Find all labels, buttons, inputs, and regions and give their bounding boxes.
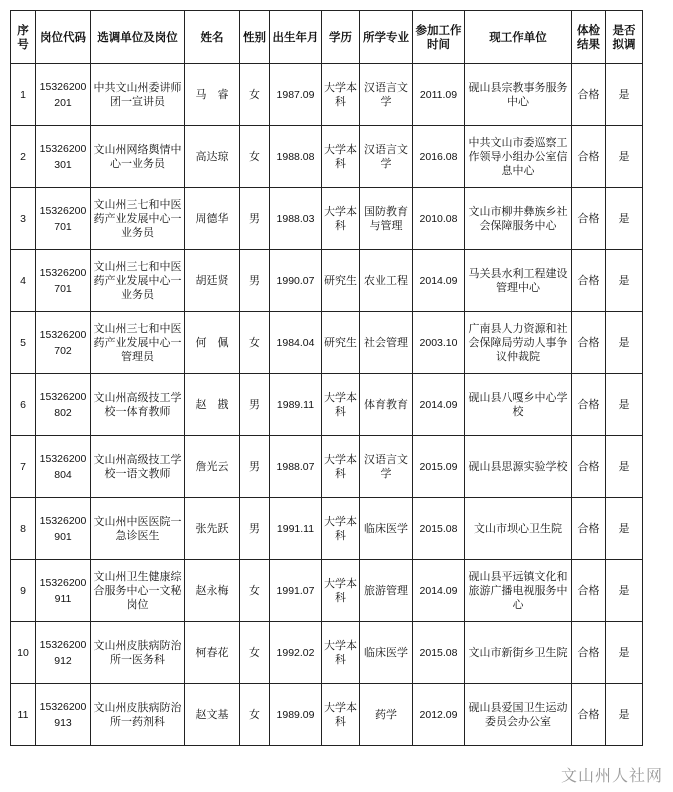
cell-exam-result: 合格: [572, 250, 606, 312]
cell-name: 高达琼: [185, 126, 240, 188]
cell-exam-result: 合格: [572, 498, 606, 560]
cell-exam-result: 合格: [572, 622, 606, 684]
cell-gender: 男: [240, 436, 270, 498]
cell-gender: 女: [240, 560, 270, 622]
header-birth: 出生年月: [270, 11, 322, 64]
cell-exam-result: 合格: [572, 684, 606, 746]
cell-major: 临床医学: [360, 622, 413, 684]
cell-education: 研究生: [322, 312, 360, 374]
cell-name: 张先跃: [185, 498, 240, 560]
cell-birth: 1987.09: [270, 64, 322, 126]
cell-current-unit: 砚山县爱国卫生运动委员会办公室: [465, 684, 572, 746]
header-unit-post: 选调单位及岗位: [91, 11, 185, 64]
cell-to-transfer: 是: [606, 374, 643, 436]
cell-seq: 5: [11, 312, 36, 374]
table-row: [11, 250, 643, 312]
cell-major: 农业工程: [360, 250, 413, 312]
cell-education: 大学本科: [322, 436, 360, 498]
cell-exam-result: 合格: [572, 374, 606, 436]
cell-birth: 1991.11: [270, 498, 322, 560]
header-post-code: 岗位代码: [36, 11, 91, 64]
cell-major: 旅游管理: [360, 560, 413, 622]
cell-education: 大学本科: [322, 622, 360, 684]
header-name: 姓名: [185, 11, 240, 64]
cell-name: 赵 戡: [185, 374, 240, 436]
cell-post-code: 15326200701: [36, 250, 91, 312]
cell-exam-result: 合格: [572, 126, 606, 188]
header-row: [11, 11, 643, 64]
cell-work-start: 2015.08: [413, 498, 465, 560]
cell-seq: 1: [11, 64, 36, 126]
cell-education: 大学本科: [322, 498, 360, 560]
cell-to-transfer: 是: [606, 250, 643, 312]
cell-unit-post: 中共文山州委讲师团一宣讲员: [91, 64, 185, 126]
cell-birth: 1989.11: [270, 374, 322, 436]
cell-current-unit: 广南县人力资源和社会保障局劳动人事争议仲裁院: [465, 312, 572, 374]
cell-education: 大学本科: [322, 64, 360, 126]
table-row: [11, 684, 643, 746]
cell-unit-post: 文山州皮肤病防治所一医务科: [91, 622, 185, 684]
cell-to-transfer: 是: [606, 126, 643, 188]
table-row: [11, 188, 643, 250]
cell-major: 国防教育与管理: [360, 188, 413, 250]
cell-work-start: 2012.09: [413, 684, 465, 746]
cell-work-start: 2015.08: [413, 622, 465, 684]
cell-unit-post: 文山州三七和中医药产业发展中心一管理员: [91, 312, 185, 374]
cell-unit-post: 文山州高级技工学校一语文教师: [91, 436, 185, 498]
cell-to-transfer: 是: [606, 436, 643, 498]
cell-exam-result: 合格: [572, 436, 606, 498]
cell-post-code: 15326200201: [36, 64, 91, 126]
watermark: 文山州人社网: [560, 766, 663, 785]
cell-to-transfer: 是: [606, 560, 643, 622]
cell-gender: 男: [240, 188, 270, 250]
table-row: [11, 560, 643, 622]
cell-education: 大学本科: [322, 188, 360, 250]
cell-name: 柯春花: [185, 622, 240, 684]
header-current-unit: 现工作单位: [465, 11, 572, 64]
cell-seq: 11: [11, 684, 36, 746]
cell-unit-post: 文山州卫生健康综合服务中心一文秘岗位: [91, 560, 185, 622]
cell-to-transfer: 是: [606, 188, 643, 250]
cell-unit-post: 文山州高级技工学校一体育教师: [91, 374, 185, 436]
cell-gender: 女: [240, 64, 270, 126]
cell-current-unit: 砚山县思源实验学校: [465, 436, 572, 498]
header-to-transfer: 是否拟调: [606, 11, 643, 64]
cell-to-transfer: 是: [606, 312, 643, 374]
cell-work-start: 2003.10: [413, 312, 465, 374]
cell-current-unit: 文山市坝心卫生院: [465, 498, 572, 560]
cell-seq: 2: [11, 126, 36, 188]
cell-work-start: 2015.09: [413, 436, 465, 498]
cell-seq: 10: [11, 622, 36, 684]
cell-post-code: 15326200301: [36, 126, 91, 188]
cell-post-code: 15326200702: [36, 312, 91, 374]
cell-major: 体育教育: [360, 374, 413, 436]
cell-unit-post: 文山州网络舆情中心一业务员: [91, 126, 185, 188]
cell-education: 研究生: [322, 250, 360, 312]
cell-birth: 1988.08: [270, 126, 322, 188]
cell-unit-post: 文山州皮肤病防治所一药剂科: [91, 684, 185, 746]
cell-current-unit: 砚山县平远镇文化和旅游广播电视服务中心: [465, 560, 572, 622]
cell-exam-result: 合格: [572, 312, 606, 374]
cell-name: 何 佩: [185, 312, 240, 374]
cell-post-code: 15326200912: [36, 622, 91, 684]
cell-education: 大学本科: [322, 374, 360, 436]
cell-exam-result: 合格: [572, 64, 606, 126]
cell-work-start: 2014.09: [413, 560, 465, 622]
table-row: [11, 436, 643, 498]
cell-to-transfer: 是: [606, 684, 643, 746]
cell-to-transfer: 是: [606, 64, 643, 126]
table-body: [11, 64, 643, 746]
cell-current-unit: 文山市新街乡卫生院: [465, 622, 572, 684]
cell-major: 临床医学: [360, 498, 413, 560]
cell-current-unit: 砚山县宗教事务服务中心: [465, 64, 572, 126]
cell-seq: 7: [11, 436, 36, 498]
cell-major: 汉语言文学: [360, 436, 413, 498]
roster-table: [10, 10, 643, 746]
cell-current-unit: 文山市柳井彝族乡社会保障服务中心: [465, 188, 572, 250]
cell-unit-post: 文山州三七和中医药产业发展中心一业务员: [91, 250, 185, 312]
cell-post-code: 15326200911: [36, 560, 91, 622]
cell-birth: 1988.07: [270, 436, 322, 498]
cell-post-code: 15326200913: [36, 684, 91, 746]
cell-seq: 9: [11, 560, 36, 622]
cell-birth: 1988.03: [270, 188, 322, 250]
cell-birth: 1992.02: [270, 622, 322, 684]
cell-current-unit: 马关县水利工程建设管理中心: [465, 250, 572, 312]
cell-education: 大学本科: [322, 560, 360, 622]
header-major: 所学专业: [360, 11, 413, 64]
cell-birth: 1990.07: [270, 250, 322, 312]
cell-education: 大学本科: [322, 126, 360, 188]
cell-exam-result: 合格: [572, 188, 606, 250]
cell-birth: 1989.09: [270, 684, 322, 746]
cell-seq: 6: [11, 374, 36, 436]
cell-seq: 3: [11, 188, 36, 250]
cell-work-start: 2014.09: [413, 250, 465, 312]
cell-work-start: 2010.08: [413, 188, 465, 250]
cell-gender: 女: [240, 622, 270, 684]
table-row: [11, 374, 643, 436]
cell-gender: 女: [240, 684, 270, 746]
cell-current-unit: 砚山县八嘎乡中心学校: [465, 374, 572, 436]
cell-name: 马 睿: [185, 64, 240, 126]
cell-unit-post: 文山州中医医院一急诊医生: [91, 498, 185, 560]
header-seq: 序号: [11, 11, 36, 64]
table-row: [11, 126, 643, 188]
table-row: [11, 312, 643, 374]
cell-major: 汉语言文学: [360, 126, 413, 188]
cell-gender: 男: [240, 498, 270, 560]
cell-major: 社会管理: [360, 312, 413, 374]
cell-gender: 女: [240, 312, 270, 374]
cell-post-code: 15326200804: [36, 436, 91, 498]
cell-education: 大学本科: [322, 684, 360, 746]
cell-seq: 8: [11, 498, 36, 560]
cell-to-transfer: 是: [606, 498, 643, 560]
header-exam-result: 体检结果: [572, 11, 606, 64]
cell-gender: 男: [240, 374, 270, 436]
header-work-start: 参加工作时间: [413, 11, 465, 64]
cell-work-start: 2014.09: [413, 374, 465, 436]
cell-exam-result: 合格: [572, 560, 606, 622]
cell-gender: 女: [240, 126, 270, 188]
cell-major: 药学: [360, 684, 413, 746]
cell-work-start: 2016.08: [413, 126, 465, 188]
cell-post-code: 15326200701: [36, 188, 91, 250]
cell-unit-post: 文山州三七和中医药产业发展中心一业务员: [91, 188, 185, 250]
header-gender: 性别: [240, 11, 270, 64]
cell-current-unit: 中共文山市委巡察工作领导小组办公室信息中心: [465, 126, 572, 188]
cell-post-code: 15326200802: [36, 374, 91, 436]
header-education: 学历: [322, 11, 360, 64]
cell-name: 赵永梅: [185, 560, 240, 622]
cell-major: 汉语言文学: [360, 64, 413, 126]
cell-to-transfer: 是: [606, 622, 643, 684]
cell-seq: 4: [11, 250, 36, 312]
cell-name: 詹光云: [185, 436, 240, 498]
cell-birth: 1991.07: [270, 560, 322, 622]
table-row: [11, 498, 643, 560]
cell-birth: 1984.04: [270, 312, 322, 374]
cell-gender: 男: [240, 250, 270, 312]
cell-work-start: 2011.09: [413, 64, 465, 126]
table-row: [11, 622, 643, 684]
cell-name: 胡廷贤: [185, 250, 240, 312]
cell-name: 赵文基: [185, 684, 240, 746]
cell-post-code: 15326200901: [36, 498, 91, 560]
cell-name: 周德华: [185, 188, 240, 250]
table-row: [11, 64, 643, 126]
